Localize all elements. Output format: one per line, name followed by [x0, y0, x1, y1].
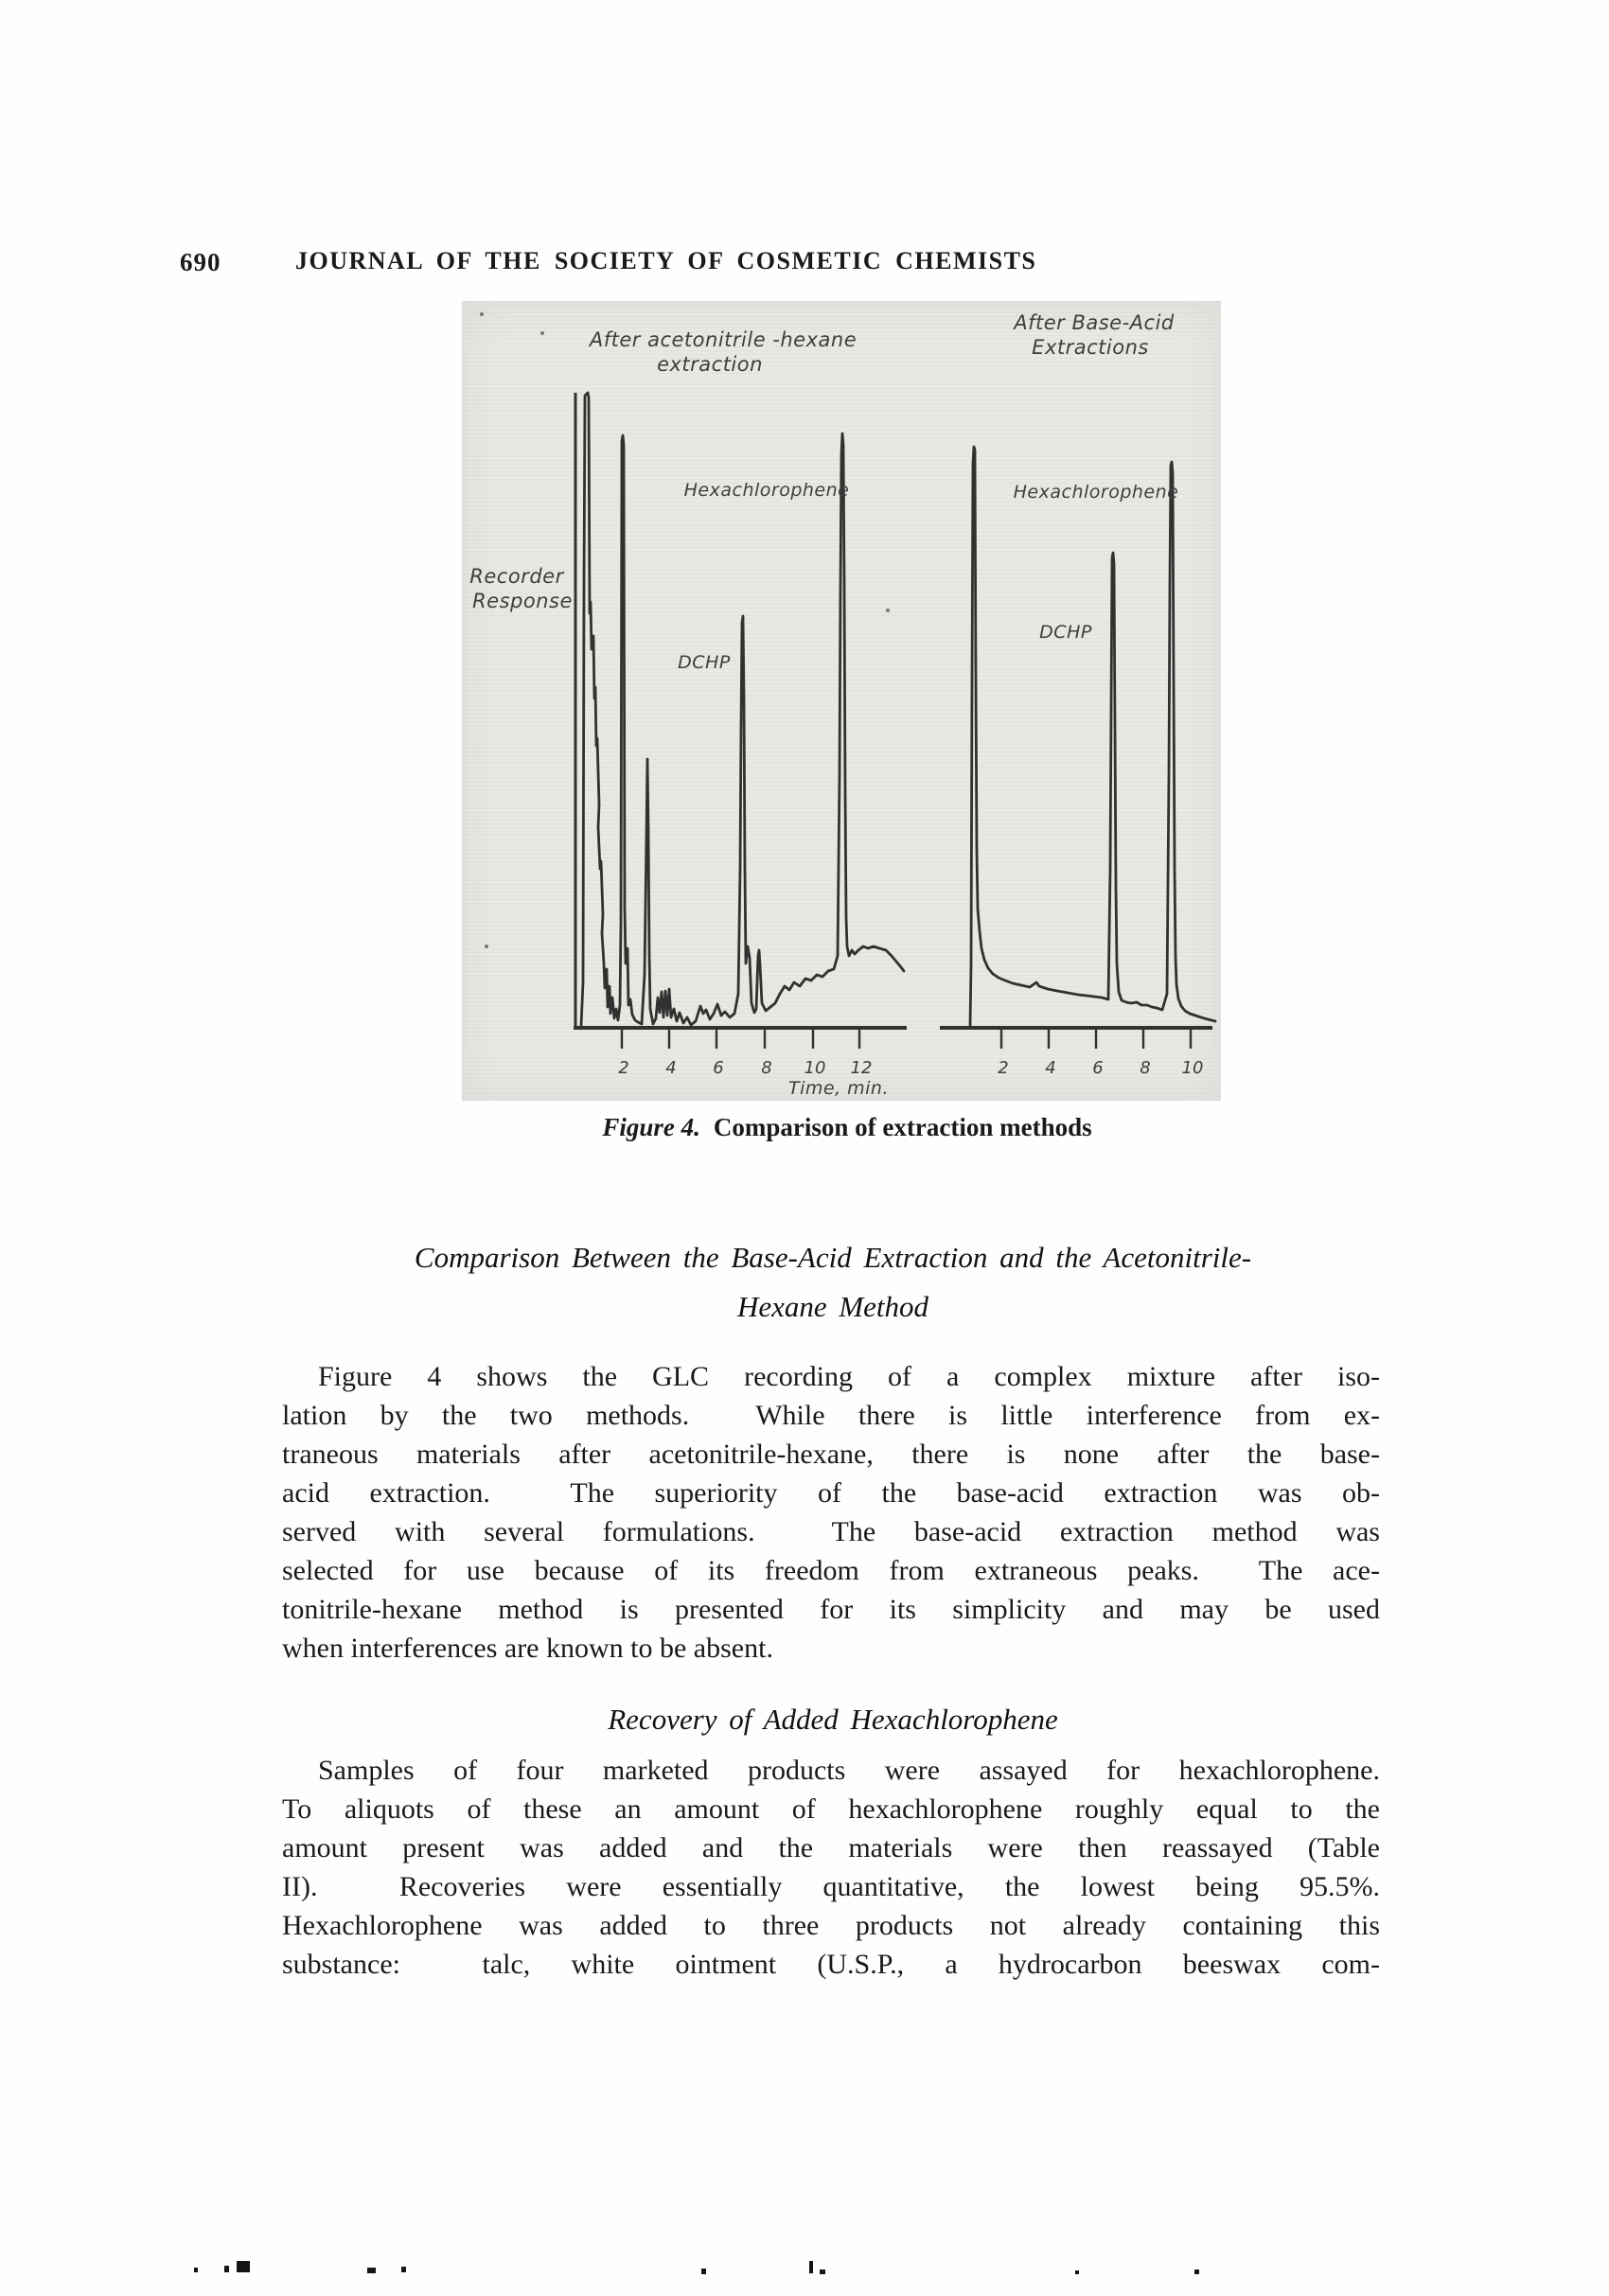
print-artifact: [701, 2269, 706, 2274]
base-acid-trace: [970, 447, 1215, 1026]
figure-caption: [293, 1113, 1401, 1142]
body-line: amount present was added and the materials were then reassayed (Table: [282, 1832, 1380, 1863]
axis-tick-label: 6: [713, 1058, 724, 1078]
handwritten-label: extraction: [657, 353, 763, 376]
print-artifact: [1194, 2270, 1199, 2274]
body-line: To aliquots of these an amount of hexachlorophene roughly equal to the: [282, 1793, 1380, 1825]
handwritten-label: DCHP: [678, 652, 731, 673]
body-line: Figure 4 shows the GLC recording of a complex mixture after iso-: [318, 1361, 1380, 1392]
paragraph-comparison: [282, 1357, 1380, 1668]
body-line: Hexachlorophene was added to three products not already containing this: [282, 1910, 1380, 1941]
handwritten-label: Hexachlorophene: [683, 480, 850, 501]
heading-line: Hexane Method: [736, 1290, 929, 1323]
body-line: selected for use because of its freedom from extraneous peaks. The ace-: [282, 1555, 1380, 1586]
axis-tick-label: 12: [850, 1058, 873, 1078]
heading-line: Recovery of Added Hexachlorophene: [608, 1703, 1058, 1736]
body-line: lation by the two methods. While there is little interference from ex-: [282, 1400, 1380, 1431]
axis-tick-label: 2: [998, 1058, 1009, 1078]
body-line: when interferences are known to be absent.: [282, 1633, 773, 1664]
handwritten-label: DCHP: [1039, 622, 1092, 643]
journal-title: JOURNAL OF THE SOCIETY OF COSMETIC CHEMISTS: [295, 247, 1037, 274]
print-artifact: [809, 2261, 813, 2273]
section-heading-recovery: [282, 1695, 1384, 1744]
axis-tick-label: 8: [761, 1058, 772, 1078]
figure-caption-label: Figure 4.: [602, 1113, 700, 1141]
handwritten-label: Recorder: [469, 565, 564, 588]
body-line: acid extraction. The superiority of the base-acid extraction was ob-: [282, 1477, 1380, 1509]
axis-tick-label: 8: [1140, 1058, 1151, 1078]
handwritten-label: Response: [472, 590, 573, 612]
body-line: tonitrile-hexane method is presented for its simplicity and may be used: [282, 1594, 1380, 1625]
body-line: traneous materials after acetonitrile-hexane, there is none after the base-: [282, 1439, 1380, 1470]
handwritten-label: Time, min.: [787, 1078, 890, 1099]
handwritten-label: After acetonitrile -hexane: [589, 328, 858, 351]
page-number: 690: [180, 248, 221, 276]
figure-canvas: [462, 301, 1221, 1101]
handwritten-label: Hexachlorophene: [1013, 482, 1179, 503]
print-artifact: [1075, 2270, 1079, 2274]
axis-tick-label: 10: [1181, 1058, 1204, 1078]
body-line: Samples of four marketed products were assayed for hexachlorophene.: [318, 1755, 1380, 1786]
axis-tick-label: 4: [1045, 1058, 1056, 1078]
figure-caption-text: Comparison of extraction methods: [713, 1113, 1092, 1141]
print-artifact: [820, 2270, 825, 2274]
axis-tick-label: 2: [618, 1058, 629, 1078]
handwritten-label: Extractions: [1032, 336, 1149, 359]
print-artifact: [367, 2268, 376, 2273]
body-line: served with several formulations. The base-acid extraction method was: [282, 1516, 1380, 1547]
print-artifact: [194, 2268, 198, 2272]
body-line: substance: talc, white ointment (U.S.P., a hydrocarbon beeswax com-: [282, 1949, 1380, 1980]
handwritten-label: After Base-Acid: [1014, 311, 1175, 334]
body-line: II). Recoveries were essentially quantitative, the lowest being 95.5%.: [282, 1871, 1380, 1902]
figure-4-chromatogram: [462, 301, 1221, 1101]
axis-tick-label: 10: [804, 1058, 826, 1078]
axis-tick-label: 6: [1092, 1058, 1104, 1078]
print-artifact: [224, 2266, 229, 2272]
heading-line: Comparison Between the Base-Acid Extraction and the Acetonitrile-: [414, 1241, 1252, 1274]
paragraph-recovery: [282, 1751, 1380, 1984]
axis-tick-label: 4: [665, 1058, 677, 1078]
section-heading-comparison: [282, 1233, 1384, 1332]
print-artifact: [237, 2261, 250, 2272]
print-artifact: [401, 2267, 406, 2272]
